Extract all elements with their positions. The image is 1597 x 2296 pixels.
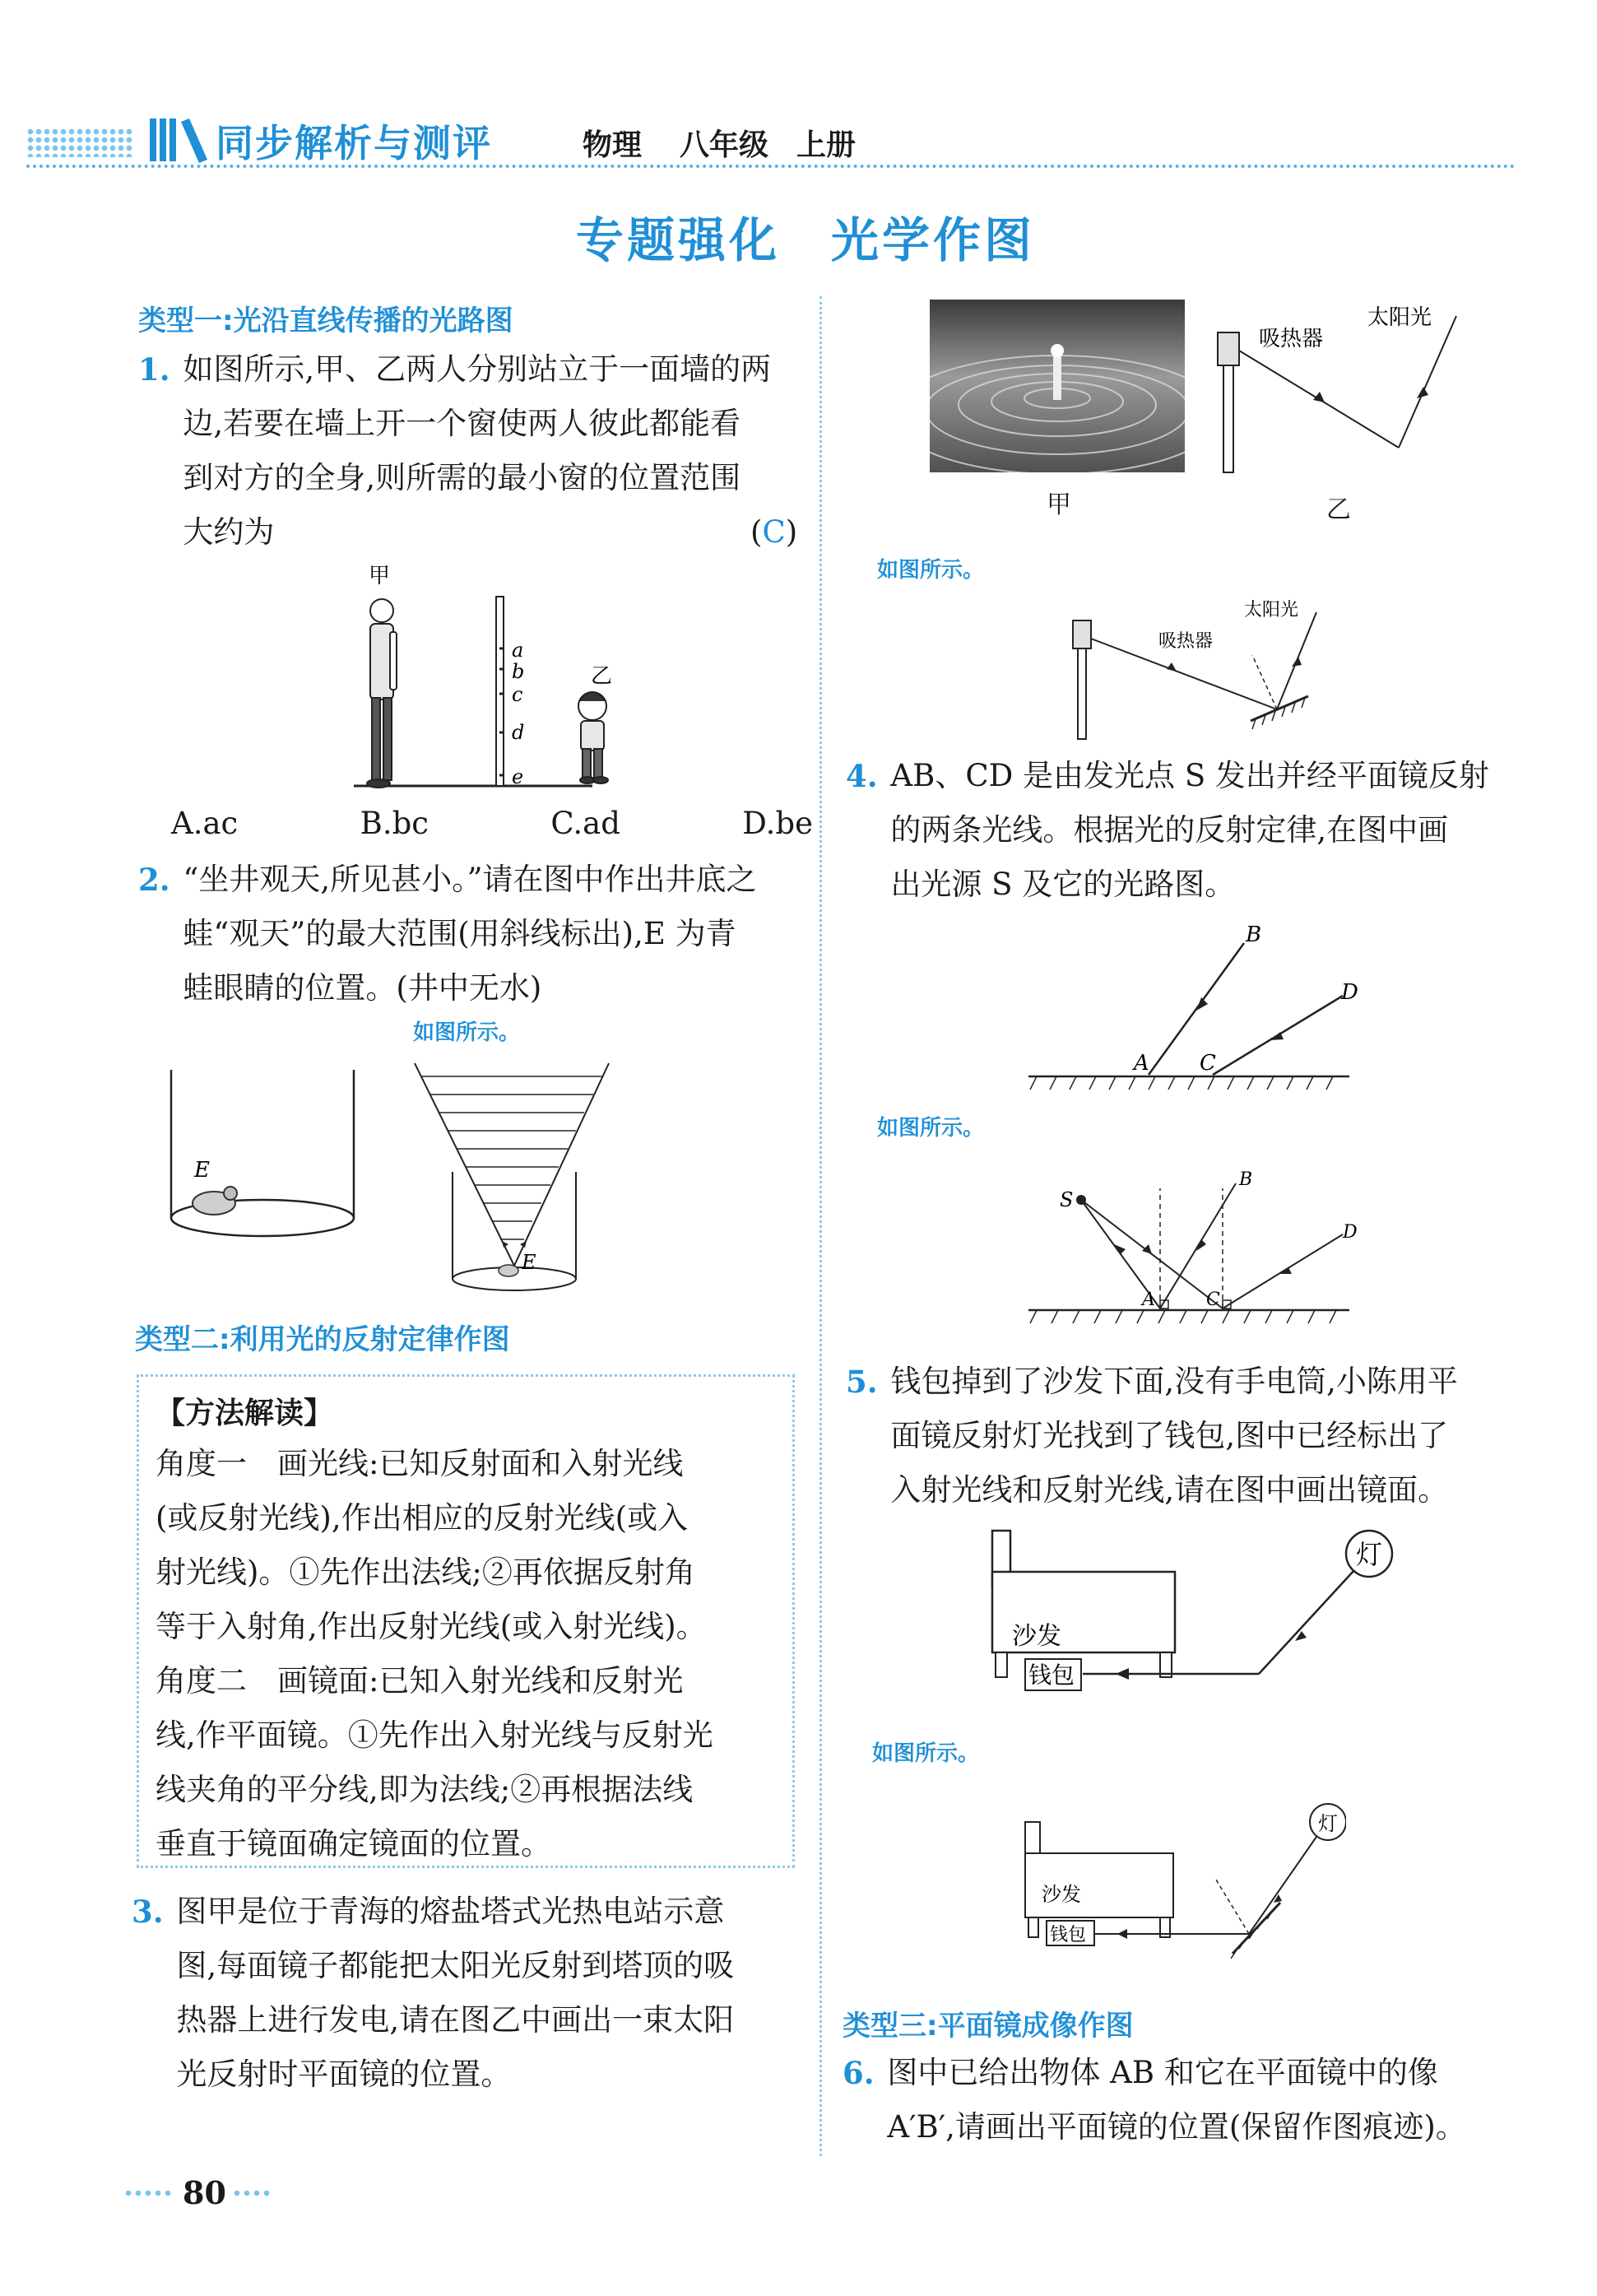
method-line-7: 线夹角的平分线,即为法线;②再根据法线: [156, 1772, 694, 1807]
method-line-5: 角度二 画镜面:已知入射光线和反射光: [156, 1663, 684, 1699]
question-5-text: [890, 1355, 1458, 1517]
mark-c: c: [512, 683, 523, 706]
label-C-answer: C: [1206, 1290, 1220, 1310]
q2-answer-note: 如图所示。: [413, 1020, 521, 1045]
question-2-text: [183, 853, 756, 1016]
section-1-title: 类型一:光沿直线传播的光路图: [138, 304, 513, 337]
label-sofa: 沙发: [1012, 1622, 1061, 1651]
mark-e: e: [512, 765, 524, 788]
label-wallet: 钱包: [1028, 1662, 1075, 1689]
question-1-answer: (C): [750, 514, 798, 550]
q2-line-2: 蛙“观天”的最大范围(用斜线标出),E 为青: [183, 916, 736, 951]
q5-answer-note: 如图所示。: [872, 1741, 980, 1766]
label-sofa-answer: 沙发: [1042, 1883, 1081, 1906]
q1-line-2: 边,若要在墙上开一个窗使两人彼此都能看: [183, 406, 741, 441]
person-child-icon: [578, 692, 608, 783]
label-absorber-answer: 吸热器: [1158, 631, 1214, 652]
question-1-text: [183, 342, 771, 560]
label-lamp-answer: 灯: [1318, 1812, 1338, 1835]
q3-line-3: 热器上进行发电,请在图乙中画出一束太阳: [176, 2002, 735, 2038]
q5-line-2: 面镜反射灯光找到了钱包,图中已经标出了: [890, 1418, 1449, 1453]
question-1-number: 1.: [138, 351, 170, 388]
method-box: [137, 1374, 795, 1868]
question-3-number: 3.: [132, 1894, 164, 1930]
q3-line-1: 图甲是位于青海的熔盐塔式光热电站示意: [176, 1894, 725, 1929]
method-body: [156, 1437, 776, 1871]
q1-line-3: 到对方的全身,则所需的最小窗的位置范围: [183, 460, 741, 495]
q5-line-1: 钱包掉到了沙发下面,没有手电筒,小陈用平: [890, 1364, 1458, 1399]
q3-label-jia: 甲: [1047, 490, 1071, 519]
mark-d: d: [512, 721, 525, 744]
q5-figure: [984, 1522, 1412, 1720]
label-E-answer: E: [522, 1251, 536, 1274]
q6-line-2: A′B′,请画出平面镜的位置(保留作图痕迹)。: [887, 2109, 1466, 2145]
label-D: D: [1341, 980, 1358, 1005]
header-divider: [26, 165, 1516, 168]
label-A: A: [1134, 1051, 1149, 1076]
method-line-2: (或反射光线),作出相应的反射光线(或入: [156, 1500, 689, 1536]
topic-title: 专题强化 光学作图: [576, 212, 1036, 268]
question-4-number: 4.: [846, 758, 878, 794]
q2-line-1: “坐井观天,所见甚小。”请在图中作出井底之: [183, 862, 757, 897]
section-3-title: 类型三:平面镜成像作图: [843, 2010, 1134, 2043]
question-3-text: [176, 1885, 734, 2102]
solar-plant-photo: [930, 300, 1185, 472]
q4-line-1: AB、CD 是由发光点 S 发出并经平面镜反射: [890, 758, 1489, 793]
question-3: [132, 1885, 815, 2102]
series-title: 同步解析与测评: [216, 121, 492, 165]
q2-answer-figure: [411, 1057, 617, 1295]
option-b[interactable]: B.bc: [360, 806, 429, 841]
question-1: [138, 342, 813, 560]
q3-line-4: 光反射时平面镜的位置。: [176, 2057, 512, 2092]
q2-line-3: 蛙眼睛的位置。(井中无水): [183, 970, 542, 1006]
header-subject: 物理: [583, 128, 643, 162]
header-grade: 八年级: [680, 128, 769, 162]
method-line-3: 射光线)。①先作出法线;②再依据反射角: [156, 1555, 695, 1590]
method-title: 【方法解读】: [156, 1396, 334, 1430]
question-2: [138, 853, 813, 1016]
header-dots: [26, 128, 133, 157]
label-E: E: [194, 1158, 210, 1183]
question-2-number: 2.: [138, 862, 170, 898]
mark-a: a: [512, 639, 524, 662]
label-wallet-answer: 钱包: [1050, 1925, 1087, 1945]
method-line-6: 线,作平面镜。①先作出入射光线与反射光: [156, 1717, 713, 1753]
question-1-options: [171, 797, 813, 851]
q4-answer-figure: [1020, 1169, 1366, 1333]
label-B: B: [1246, 923, 1262, 947]
label-S: S: [1060, 1188, 1074, 1211]
label-absorber: 吸热器: [1259, 327, 1324, 351]
frog-icon: [193, 1187, 237, 1215]
label-sunlight: 太阳光: [1367, 305, 1432, 330]
q4-answer-note: 如图所示。: [877, 1116, 985, 1141]
label-D-answer: D: [1343, 1222, 1358, 1243]
books-logo-icon: [146, 115, 212, 165]
q1-line-4: 大约为: [183, 514, 275, 550]
question-4: [846, 749, 1529, 912]
footer-left-dots: [123, 2189, 173, 2197]
q3-label-yi: 乙: [1326, 495, 1351, 524]
method-line-8: 垂直于镜面确定镜面的位置。: [156, 1826, 551, 1861]
option-d[interactable]: D.be: [742, 806, 813, 841]
label-B-answer: B: [1239, 1169, 1253, 1190]
footer-right-dots: [232, 2189, 273, 2197]
q3-answer-figure: [1061, 597, 1333, 746]
question-5: [846, 1355, 1529, 1517]
question-6-text: [887, 2046, 1465, 2154]
question-4-text: [890, 749, 1489, 912]
label-C: C: [1200, 1051, 1216, 1076]
option-c[interactable]: C.ad: [550, 806, 620, 841]
label-jia: 甲: [369, 564, 391, 588]
question-5-number: 5.: [846, 1364, 878, 1400]
q4-line-2: 的两条光线。根据光的反射定律,在图中画: [890, 812, 1449, 848]
q3-diagram: [1209, 300, 1481, 481]
q5-line-3: 入射光线和反射光线,请在图中画出镜面。: [890, 1472, 1449, 1508]
mark-b: b: [512, 660, 525, 683]
label-A-answer: A: [1142, 1290, 1155, 1310]
q6-line-1: 图中已给出物体 AB 和它在平面镜中的像: [887, 2055, 1438, 2090]
label-yi: 乙: [591, 664, 613, 689]
method-line-1: 角度一 画光线:已知反射面和入射光线: [156, 1446, 684, 1481]
method-line-4: 等于入射角,作出反射光线(或入射光线)。: [156, 1609, 707, 1644]
question-6: [843, 2046, 1534, 2154]
q4-line-3: 出光源 S 及它的光路图。: [890, 867, 1236, 902]
column-divider: [819, 296, 822, 2156]
header-volume: 上册: [796, 128, 857, 162]
q5-answer-figure: [1017, 1797, 1346, 1962]
q1-figure: [329, 560, 625, 798]
q3-line-2: 图,每面镜子都能把太阳光反射到塔顶的吸: [176, 1948, 735, 1983]
q1-line-1: 如图所示,甲、乙两人分别站立于一面墙的两: [183, 351, 772, 387]
q2-well-figure: [156, 1062, 370, 1251]
page-number: 80: [183, 2174, 226, 2211]
answer-letter: C: [762, 514, 786, 550]
section-2-title: 类型二:利用光的反射定律作图: [135, 1323, 510, 1356]
label-sunlight-answer: 太阳光: [1244, 600, 1299, 620]
person-adult-icon: [367, 599, 397, 788]
q3-answer-note: 如图所示。: [877, 558, 985, 583]
option-a[interactable]: A.ac: [171, 806, 239, 841]
label-lamp: 灯: [1356, 1539, 1383, 1570]
question-6-number: 6.: [843, 2055, 875, 2091]
q4-figure: [1020, 922, 1366, 1095]
